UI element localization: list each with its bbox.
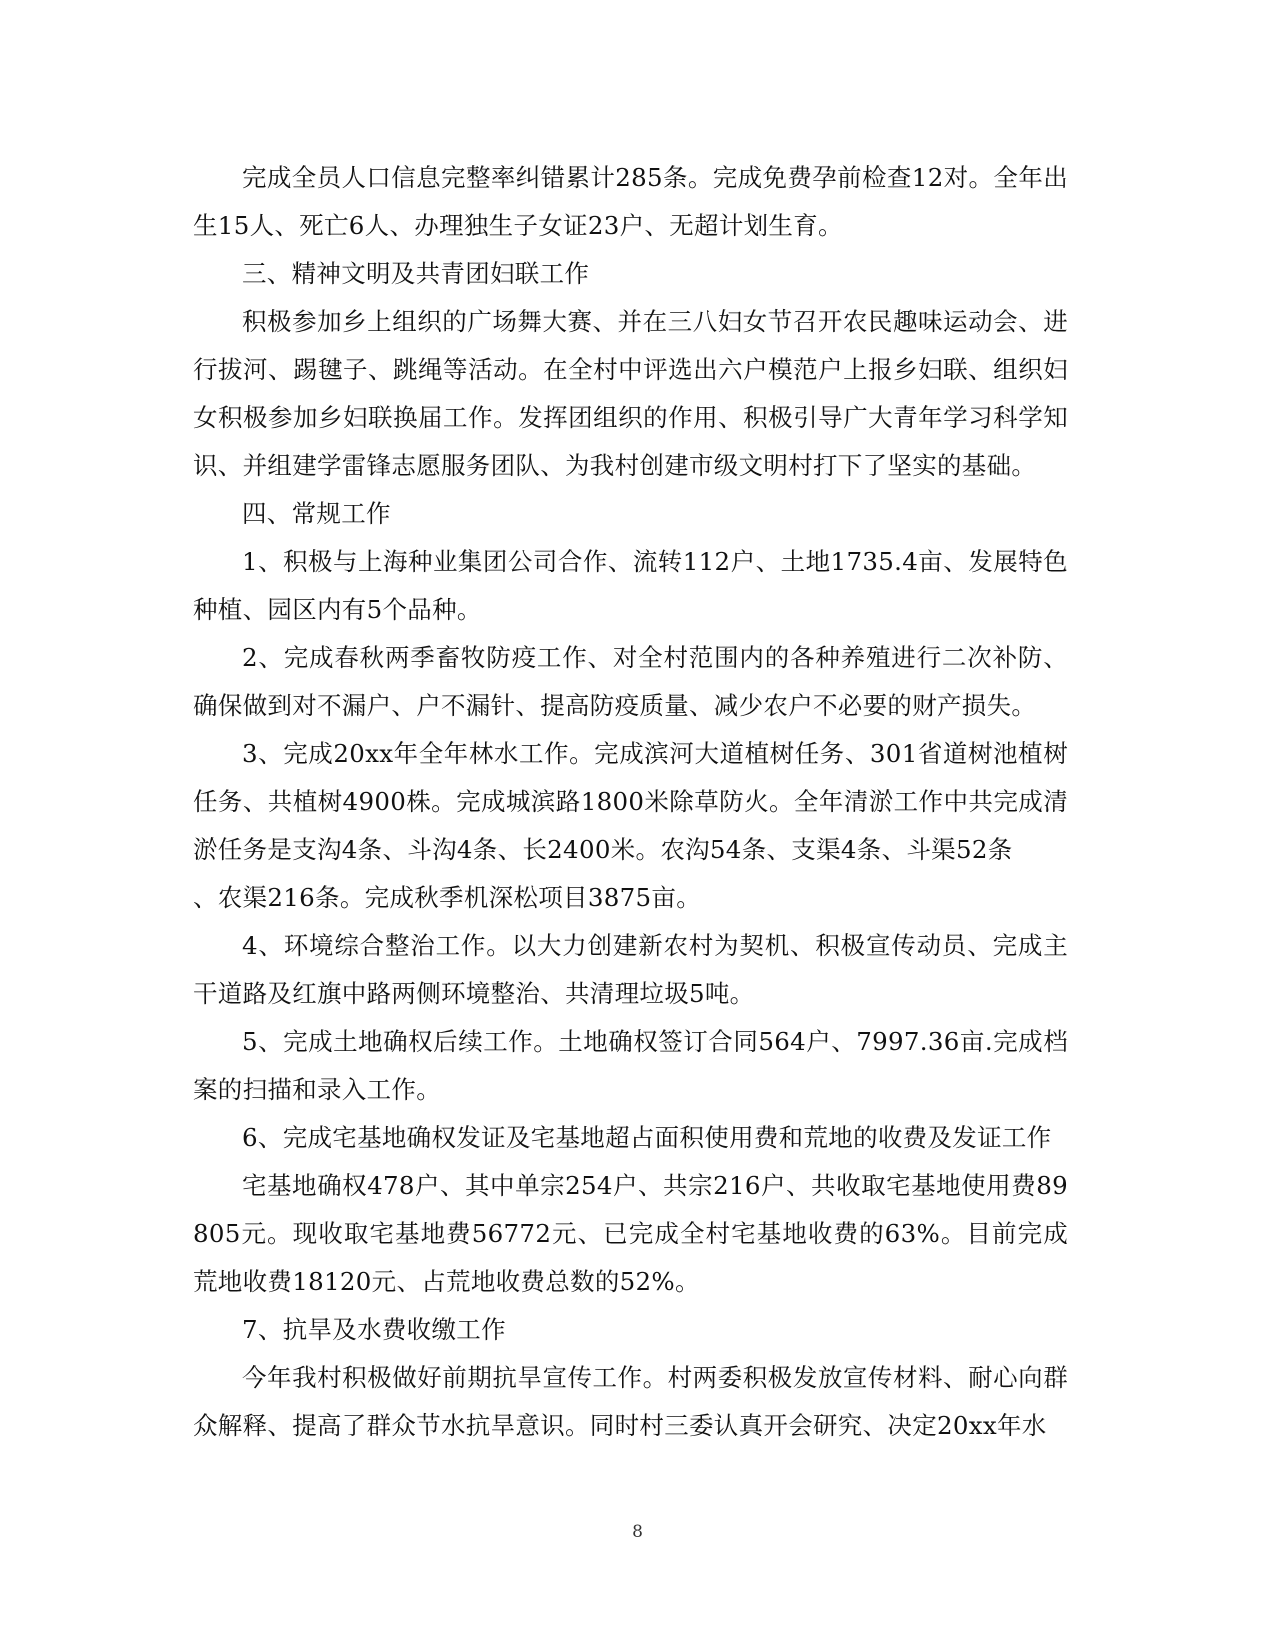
paragraph-civilization-work: 积极参加乡上组织的广场舞大赛、并在三八妇女节召开农民趣味运动会、进行拔河、踢毽子、跳绳等活动。在全村中评选出六户模范户上报乡妇联、组织妇女积极参加乡妇联换届工作。发挥团组织的作用、积极引导广大青年学习科学知识、并组建学雷锋志愿服务团队、为我村创建市级文明村打下了坚实的基础。: [193, 307, 1068, 480]
paragraph-population-stats: 完成全员人口信息完整率纠错累计285条。完成免费孕前检查12对。全年出生15人、死亡6人、办理独生子女证23户、无超计划生育。: [193, 163, 1068, 240]
paragraph-item-3-continued: 、农渠216条。完成秋季机深松项目3875亩。: [193, 883, 702, 912]
document-body: [193, 154, 1068, 1450]
paragraph-item-7: 7、抗旱及水费收缴工作: [242, 1315, 506, 1344]
paragraph-item-6: 6、完成宅基地确权发证及宅基地超占面积使用费和荒地的收费及发证工作: [242, 1123, 1052, 1152]
paragraph-item-4: 4、环境综合整治工作。以大力创建新农村为契机、积极宣传动员、完成主干道路及红旗中路两侧环境整治、共清理垃圾5吨。: [193, 931, 1068, 1008]
paragraph-item-5: 5、完成土地确权后续工作。土地确权签订合同564户、7997.36亩.完成档案的扫描和录入工作。: [193, 1027, 1068, 1104]
paragraph-item-3: 3、完成20xx年全年林水工作。完成滨河大道植树任务、301省道树池植树任务、共植树4900株。完成城滨路1800米除草防火。全年清淤工作中共完成清淤任务是支沟4条、斗沟4条、长2400米。农沟54条、支渠4条、斗渠52条: [193, 739, 1068, 864]
paragraph-item-1: 1、积极与上海种业集团公司合作、流转112户、土地1735.4亩、发展特色种植、园区内有5个品种。: [193, 547, 1068, 624]
paragraph-drought-work: 今年我村积极做好前期抗旱宣传工作。村两委积极发放宣传材料、耐心向群众解释、提高了群众节水抗旱意识。同时村三委认真开会研究、决定20xx年水: [193, 1363, 1068, 1440]
section-heading-3: 三、精神文明及共青团妇联工作: [242, 259, 590, 288]
paragraph-item-2: 2、完成春秋两季畜牧防疫工作、对全村范围内的各种养殖进行二次补防、确保做到对不漏户、户不漏针、提高防疫质量、减少农户不必要的财产损失。: [193, 643, 1068, 720]
section-heading-4: 四、常规工作: [242, 499, 391, 528]
paragraph-homestead-fees: 宅基地确权478户、其中单宗254户、共宗216户、共收取宅基地使用费89805元。现收取宅基地费56772元、已完成全村宅基地收费的63%。目前完成荒地收费18120元、占荒地收费总数的52%。: [193, 1171, 1068, 1296]
page-number: 8: [632, 1522, 643, 1542]
